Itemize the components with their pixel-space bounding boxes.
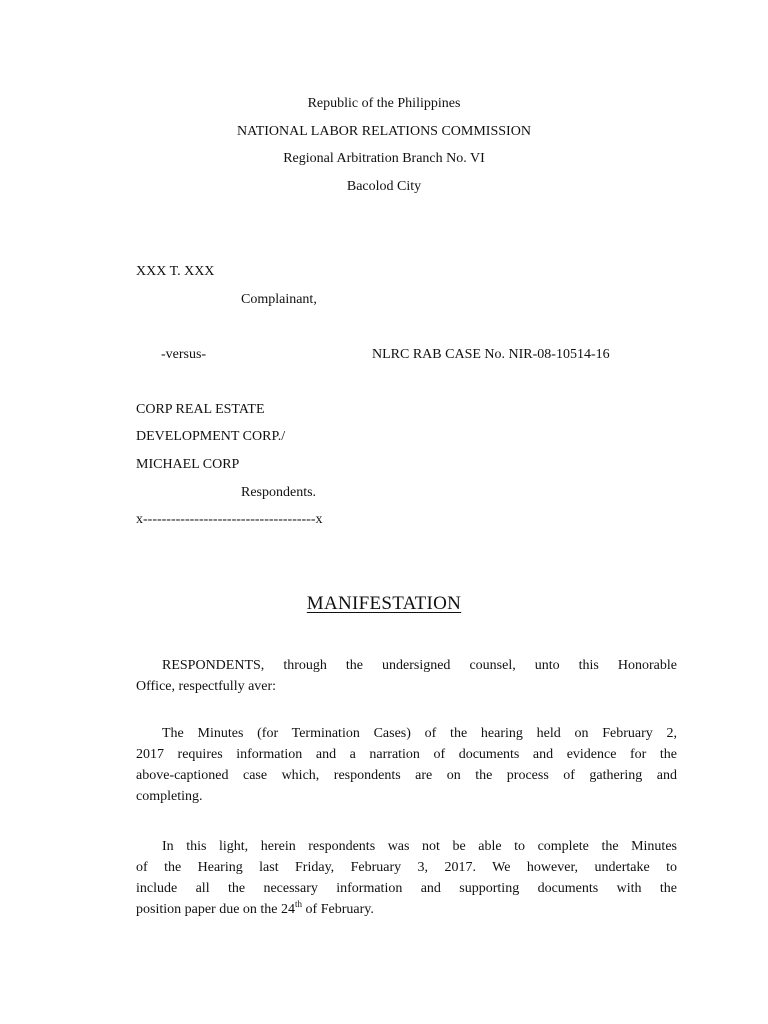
paragraph-1-line-2: Office, respectfully aver:: [136, 679, 277, 694]
document-title: MANIFESTATION: [306, 593, 462, 614]
complainant-name: XXX T. XXX: [136, 264, 215, 279]
paragraph-3-line-3: include all the necessary information and supporting documents with the: [136, 881, 677, 896]
paragraph-3: [136, 836, 677, 920]
respondent-line-1: CORP REAL ESTATE: [136, 402, 265, 417]
ordinal-suffix: th: [295, 899, 303, 909]
caption-separator: x-------------------------------------x: [136, 512, 323, 527]
header-commission: NATIONAL LABOR RELATIONS COMMISSION: [237, 124, 531, 139]
paragraph-2-line-3: above-captioned case which, respondents are on the process of gathering and: [136, 768, 677, 783]
header-city: Bacolod City: [346, 179, 422, 194]
respondent-line-3: MICHAEL CORP: [136, 457, 240, 472]
header-branch: Regional Arbitration Branch No. VI: [283, 151, 485, 166]
complainant-role: Complainant,: [241, 292, 317, 307]
paragraph-2: [136, 723, 677, 807]
paragraph-2-line-4: completing.: [136, 789, 203, 804]
respondent-line-2: DEVELOPMENT CORP./: [136, 429, 286, 444]
paragraph-2-line-1: The Minutes (for Termination Cases) of the hearing held on February 2,: [162, 726, 677, 741]
respondent-role: Respondents.: [241, 485, 317, 500]
versus-label: -versus-: [161, 347, 207, 362]
paragraph-3-line-1: In this light, herein respondents was not be able to complete the Minutes: [162, 839, 677, 854]
paragraph-3-line-2: of the Hearing last Friday, February 3, 2017. We however, undertake to: [136, 860, 677, 875]
paragraph-1-line-1: RESPONDENTS, through the undersigned counsel, unto this Honorable: [162, 658, 677, 673]
paragraph-2-line-2: 2017 requires information and a narration of documents and evidence for the: [136, 747, 677, 762]
paragraph-1: [136, 655, 677, 697]
header-republic: Republic of the Philippines: [307, 96, 461, 111]
paragraph-3-line-4: position paper due on the 24th of February.: [136, 899, 374, 917]
case-number: NLRC RAB CASE No. NIR-08-10514-16: [372, 347, 610, 362]
